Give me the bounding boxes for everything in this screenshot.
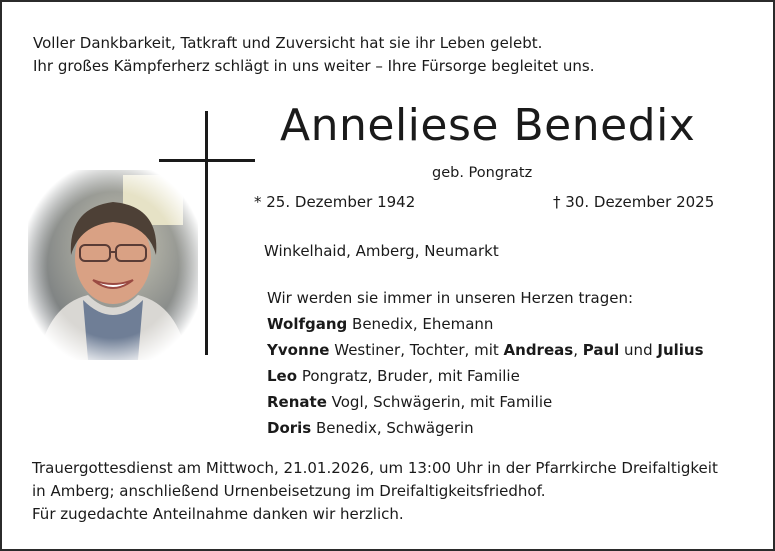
member-detail: Vogl, Schwägerin, mit Familie xyxy=(326,393,553,411)
intro-text xyxy=(33,32,594,78)
member-detail: Westiner, Tochter, mit xyxy=(329,341,504,359)
family-member xyxy=(267,311,704,337)
deceased-name: Anneliese Benedix xyxy=(280,100,696,151)
thanks-line: Für zugedachte Anteilnahme danken wir herzlich. xyxy=(32,505,404,523)
grandchild-name: Paul xyxy=(582,341,620,359)
service-line-1: Trauergottesdienst am Mittwoch, 21.01.2026, um 13:00 Uhr in der Pfarrkirche Dreifaltigkeit xyxy=(32,459,718,477)
family-member xyxy=(267,363,704,389)
member-first-name: Wolfgang xyxy=(267,315,348,333)
separator: , xyxy=(573,341,583,359)
service-line-2: in Amberg; anschließend Urnenbeisetzung im Dreifaltigkeitsfriedhof. xyxy=(32,482,546,500)
portrait-photo xyxy=(28,170,198,360)
member-detail: Pongratz, Bruder, mit Familie xyxy=(297,367,520,385)
member-detail: Benedix, Schwägerin xyxy=(311,419,474,437)
member-first-name: Doris xyxy=(267,419,312,437)
birth-date: * 25. Dezember 1942 xyxy=(254,193,416,211)
member-first-name: Leo xyxy=(267,367,298,385)
family-member xyxy=(267,389,704,415)
cross-icon xyxy=(205,111,208,355)
service-info xyxy=(32,457,718,526)
grandchild-name: Andreas xyxy=(503,341,574,359)
grandchild-name: Julius xyxy=(657,341,704,359)
separator: und xyxy=(619,341,658,359)
member-detail: Benedix, Ehemann xyxy=(347,315,494,333)
family-intro: Wir werden sie immer in unseren Herzen tragen: xyxy=(267,289,634,307)
intro-line-2: Ihr großes Kämpferherz schlägt in uns weiter – Ihre Fürsorge begleitet uns. xyxy=(33,57,595,75)
death-date: † 30. Dezember 2025 xyxy=(553,193,715,211)
member-first-name: Yvonne xyxy=(267,341,330,359)
member-first-name: Renate xyxy=(267,393,327,411)
family-list xyxy=(267,285,704,441)
places: Winkelhaid, Amberg, Neumarkt xyxy=(264,242,499,260)
family-member xyxy=(267,415,704,441)
intro-line-1: Voller Dankbarkeit, Tatkraft und Zuversicht hat sie ihr Leben gelebt. xyxy=(33,34,543,52)
family-member xyxy=(267,337,704,363)
cross-icon-bar xyxy=(159,159,255,162)
maiden-name: geb. Pongratz xyxy=(432,165,533,181)
